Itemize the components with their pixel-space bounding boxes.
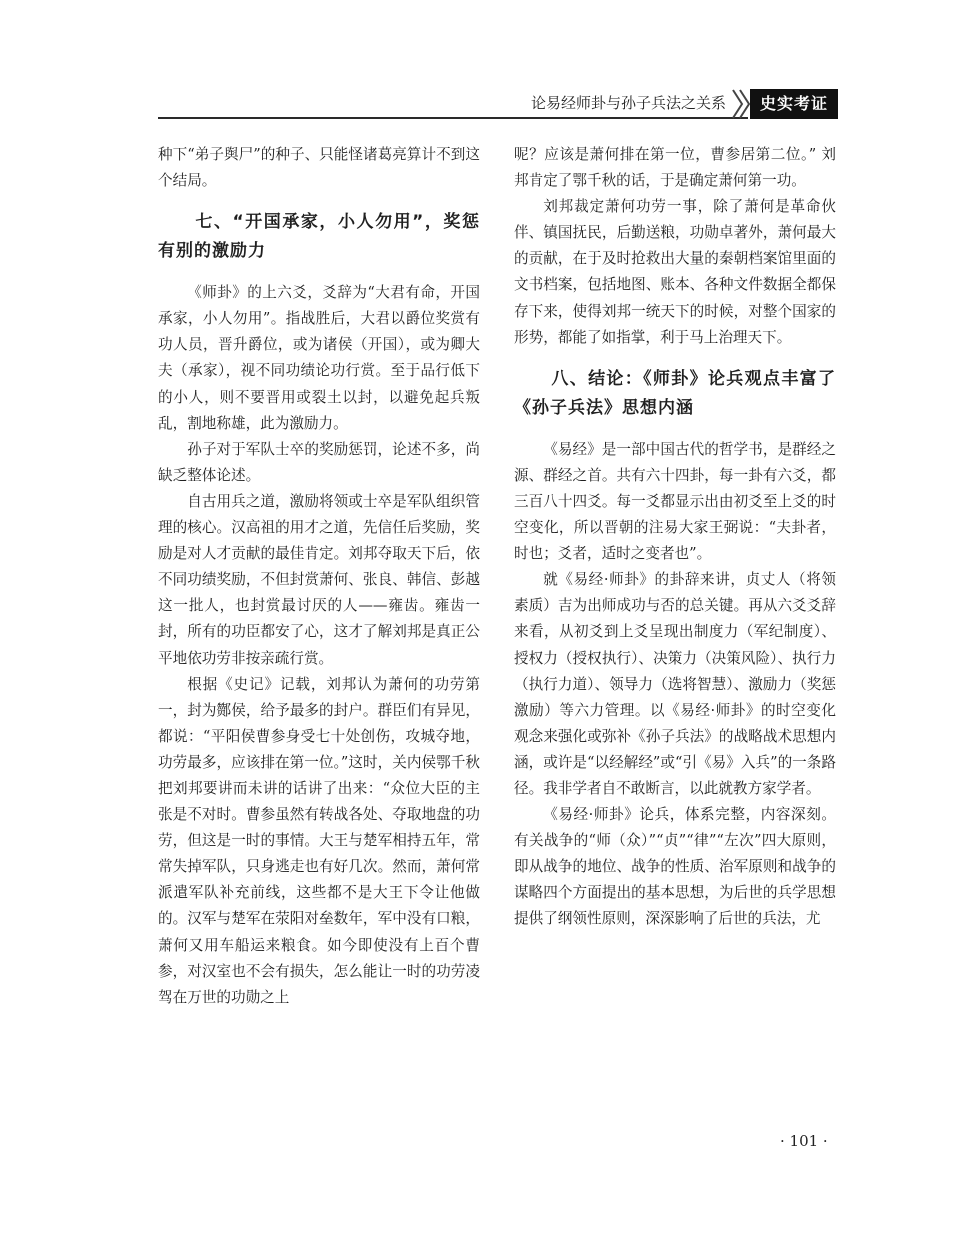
section-badge: 史实考证 [750,89,838,119]
header-title: 论易经师卦与孙子兵法之关系 [530,94,726,112]
paragraph: 《师卦》的上六爻，爻辞为“大君有命，开国承家，小人勿用”。指战胜后，大君以爵位奖赏有功人员，晋升爵位，或为诸侯（开国），或为卿大夫（承家），视不同功绩论功行赏。至于品行低下的小人，则不要晋用或裂土以封，以避免起兵叛乱，割地称雄，此为激励力。 [158,284,480,432]
paragraph: 就《易经·师卦》的卦辞来讲，贞丈人（将领素质）吉为出师成功与否的总关键。再从六爻爻辞来看，从初爻到上爻呈现出制度力（军纪制度）、授权力（授权执行）、决策力（决策风险）、执行力（执行力道）、领导力（选将智慧）、激励力（奖惩激励）等六力管理。以《易经·师卦》的时空变化观念来强化或弥补《孙子兵法》的战略战术思想内涵，或许是“以经解经”或“引《易》入兵”的一条路径。我非学者自不敢断言，以此就教方家学者。 [514,571,836,797]
header-rule [158,117,748,119]
paragraph: 刘邦裁定萧何功劳一事，除了萧何是革命伙伴、镇国抚民，后勤送粮，功勋卓著外，萧何最大的贡献，在于及时抢救出大量的秦朝档案馆里面的文书档案，包括地图、账本、各种文件数据全都保存下来，使得刘邦一统天下的时候，对整个国家的形势，都能了如指掌，利于马上治理天下。 [514,198,836,346]
paragraph: 《易经》是一部中国古代的哲学书，是群经之源、群经之首。共有六十四卦，每一卦有六爻，都三百八十四爻。每一爻都显示出由初爻至上爻的时空变化，所以晋朝的注易大家王弼说：“夫卦者，时也；爻者，适时之变者也”。 [514,440,836,563]
running-header [158,86,838,120]
paragraph: 孙子对于军队士卒的奖励惩罚，论述不多，尚缺乏整体论述。 [158,440,480,484]
paragraph: 种下“弟子舆尸”的种子、只能怪诸葛亮算计不到这个结局。 [158,146,480,190]
paragraph: 呢？应该是萧何排在第一位，曹参居第二位。” 刘邦肯定了鄂千秋的话，于是确定萧何第一功。 [514,146,836,190]
section-heading-8: 八、结论：《师卦》论兵观点丰富了《孙子兵法》思想内涵 [514,368,836,418]
paragraph: 自古用兵之道，激励将领或士卒是军队组织管理的核心。汉高祖的用才之道，先信任后奖励，奖励是对人才贡献的最佳肯定。刘邦夺取天下后，依不同功绩奖励，不但封赏萧何、张良、韩信、彭越这一批人，也封赏最讨厌的人——雍齿。雍齿一封，所有的功臣都安了心，这才了解刘邦是真正公平地依功劳非按亲疏行赏。 [158,492,480,667]
section-heading-7: 七、“开国承家，小人勿用”，奖惩有别的激励力 [158,212,480,262]
left-column [158,142,480,1011]
paragraph: 《易经·师卦》论兵，体系完整，内容深刻。有关战争的“师（众）”“贞”“律”“左次”四大原则，即从战争的地位、战争的性质、治军原则和战争的谋略四个方面提出的基本思想，为后世的兵学思想提供了纲领性原则，深深影响了后世的兵法，尤 [514,806,836,928]
paragraph: 根据《史记》记载，刘邦认为萧何的功劳第一，封为酂侯，给予最多的封户。群臣们有异见，都说：“平阳侯曹参身受七十处创伤，攻城夺地，功劳最多，应该排在第一位。”这时，关内侯鄂千秋把刘邦要讲而未讲的话讲了出来：“众位大臣的主张是不对时。曹参虽然有转战各处、夺取地盘的功劳，但这是一时的事情。大王与楚军相持五年，常常失掉军队，只身逃走也有好几次。然而，萧何常派遣军队补充前线，这些都不是大王下令让他做的。汉军与楚军在荥阳对垒数年，军中没有口粮，萧何又用车船运来粮食。如今即使没有上百个曹参，对汉室也不会有损失，怎么能让一时的功劳凌驾在万世的功勋之上 [158,675,480,1006]
page-number: · 101 · [780,1132,828,1150]
right-column [514,142,836,933]
